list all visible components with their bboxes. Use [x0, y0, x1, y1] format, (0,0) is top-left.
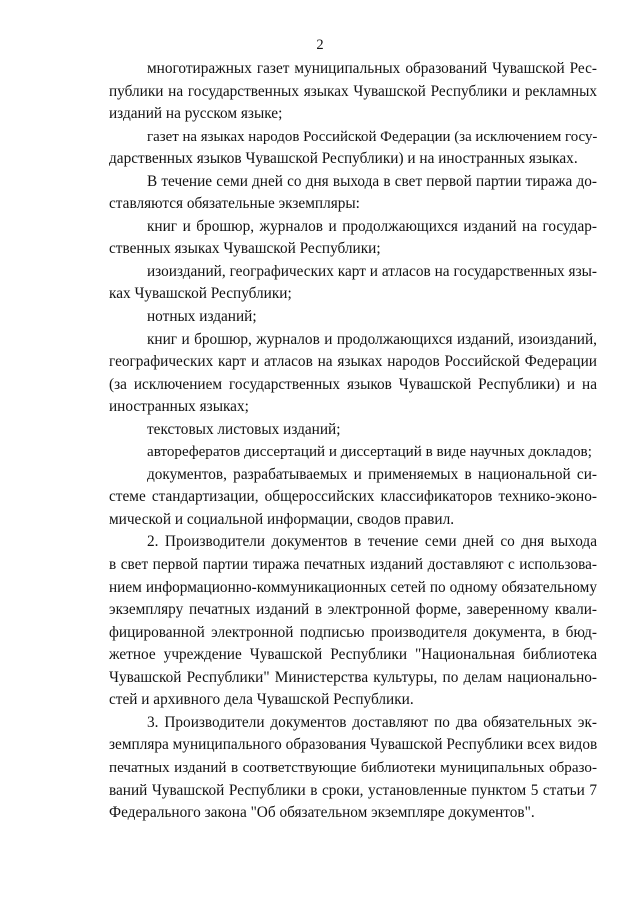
text-line: стеме стандартизации, общероссийских классификаторов технико-эконо-: [109, 488, 597, 506]
text-line: Чувашской Республики" Министерства культуры, по делам национально-: [109, 668, 597, 686]
text-line: публики на государственных языках Чувашской Республики и рекламных: [109, 82, 597, 100]
text-line: ваний Чувашской Республики в сроки, установленные пунктом 5 статьи 7: [109, 781, 597, 799]
text-line: жетное учреждение Чувашской Республики "Национальная библиотека: [109, 646, 597, 664]
text-line: книг и брошюр, журналов и продолжающихся изданий, изоизданий,: [147, 330, 597, 348]
text-line: нием информационно-коммуникационных сетей по одному обязательному: [109, 578, 597, 596]
text-line: изданий на русском языке;: [109, 105, 283, 123]
text-line: печатных изданий в соответствующие библиотеки муниципальных образо-: [109, 759, 597, 776]
text-line: документов, разрабатываемых и применяемых в национальной си-: [147, 465, 597, 483]
page-number: 2: [316, 37, 324, 53]
text-line: многотиражных газет муниципальных образований Чувашской Рес-: [147, 60, 597, 77]
text-line: географических карт и атласов на языках народов Российской Федерации: [109, 353, 597, 371]
text-line: Федерального закона "Об обязательном экземпляре документов".: [109, 804, 535, 822]
text-line: газет на языках народов Российской Федерации (за исключением госу-: [147, 128, 598, 145]
text-line: ставляются обязательные экземпляры:: [109, 195, 360, 213]
text-line: авторефератов диссертаций и диссертаций в виде научных докладов;: [147, 444, 592, 461]
text-line: дарственных языков Чувашской Республики) и на иностранных языках.: [109, 150, 578, 168]
text-line: нотных изданий;: [147, 308, 257, 326]
document-body: [109, 58, 597, 825]
text-line: экземпляру печатных изданий в электронной форме, заверенному квали-: [109, 601, 597, 619]
text-line: 2. Производители документов в течение семи дней со дня выхода: [147, 533, 597, 551]
text-line: 3. Производители документов доставляют по два обязательных эк-: [147, 713, 597, 731]
text-line: в свет первой партии тиража печатных изданий доставляют с использова-: [109, 556, 597, 574]
text-line: фицированной электронной подписью производителя документа, в бюд-: [109, 623, 597, 641]
text-line: земпляра муниципального образования Чувашской Республики всех видов: [109, 736, 598, 754]
text-line: мической и социальной информации, сводов правил.: [109, 510, 455, 528]
text-line: (за исключением государственных языков Чувашской Республики) и на: [109, 375, 597, 393]
text-line: книг и брошюр, журналов и продолжающихся изданий на государ-: [147, 217, 597, 235]
text-line: В течение семи дней со дня выхода в свет первой партии тиража до-: [147, 172, 597, 190]
text-line: изоизданий, географических карт и атласов на государственных язы-: [147, 262, 597, 280]
text-line: ственных языках Чувашской Республики;: [109, 240, 381, 258]
text-line: текстовых листовых изданий;: [147, 420, 341, 438]
text-line: стей и архивного дела Чувашской Республики.: [109, 691, 414, 709]
text-line: иностранных языках;: [109, 398, 249, 416]
text-line: ках Чувашской Республики;: [109, 285, 292, 303]
